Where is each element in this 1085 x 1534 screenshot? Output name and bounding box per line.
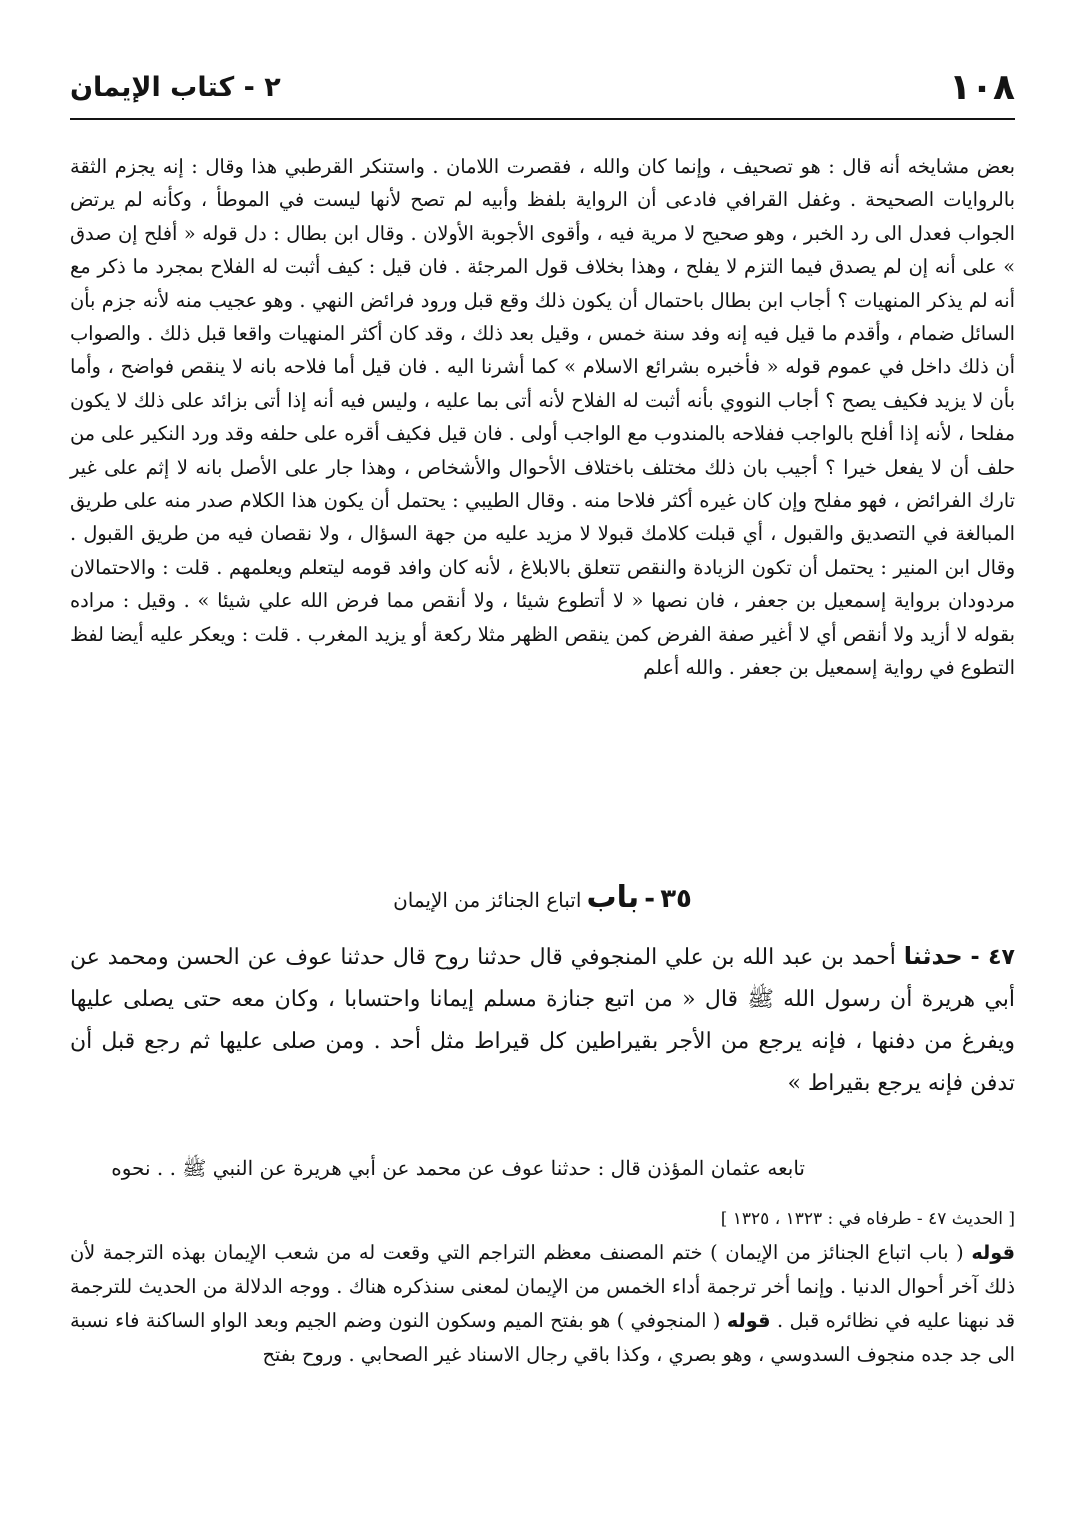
chapter-separator: - (644, 884, 656, 914)
chapter-title: اتباع الجنائز من الإيمان (393, 888, 582, 912)
commentary-paragraph (70, 1236, 1015, 1372)
header-rule (70, 118, 1015, 120)
mutabaa-line: تابعه عثمان المؤذن قال : حدثنا عوف عن محمد عن أبي هريرة عن النبي ﷺ . . نحوه (111, 1156, 805, 1180)
hadith-number: ٤٧ - (970, 945, 1015, 970)
chapter-heading (300, 880, 785, 926)
hadith-lead: حدثنا (903, 942, 963, 970)
commentary-paragraph: بعض مشايخه أنه قال : هو تصحيف ، وإنما كان والله ، فقصرت اللامان . واستنكر القرطبي هذا وقال : إنه يجزم الثقة بالروايات الصحيحة . وغفل القرافي فادعى أن الرواية بلفظ وأبيه لم تصح لأنها ليست في الموطأ ، وكأنه لم يرتض الجواب فعدل الى رد الخبر ، وهو صحيح لا مرية فيه ، وأقوى الأجوبة الأولان . وقال ابن بطال : دل قوله « أفلح إن صدق » على أنه إن لم يصدق فيما التزم لا يفلح ، وهذا بخلاف قول المرجئة . فان قيل : كيف أثبت له الفلاح بمجرد ما ذكر مع أنه لم يذكر المنهيات ؟ أجاب ابن بطال باحتمال أن يكون ذلك وقع قبل ورود فرائض النهي . وهو عجيب منه لأنه جزم بأن السائل ضمام ، وأقدم ما قيل فيه إنه وفد سنة خمس ، وقيل بعد ذلك ، وقد كان أكثر المنهيات واقعا قبل ذلك . والصواب أن ذلك داخل في عموم قوله « فأخبره بشرائع الاسلام » كما أشرنا اليه . فان قيل أما فلاحه بانه لا ينقص فواضح ، وأما بأن لا يزيد فكيف يصح ؟ أجاب النووي بأنه أثبت له الفلاح لأنه أتى بما عليه ، وليس فيه أنه إذا أتى بزائد على ذلك لا يكون مفلحا ، لأنه إذا أفلح بالواجب ففلاحه بالمندوب مع الواجب أولى . فان قيل فكيف أقره على حلفه وقد ورد النكير على من حلف أن لا يفعل خيرا ؟ أجيب بان ذلك مختلف باختلاف الأحوال والأشخاص ، وهذا جار على الأصل بانه لا إثم على غير تارك الفرائض ، فهو مفلح وإن كان غيره أكثر فلاحا منه . وقال الطيبي : يحتمل أن يكون هذا الكلام صدر منه على طريق المبالغة في التصديق والقبول ، أي قبلت كلامك قبولا لا مزيد عليه من جهة السؤال ، ولا نقصان فيه من طريق القبول . وقال ابن المنير : يحتمل أن تكون الزيادة والنقص تتعلق بالابلاغ ، لأنه كان وافد قومه ليتعلم ويعلمهم . قلت : والاحتمالان مردودان برواية إسمعيل بن جعفر ، فان نصها « لا أتطوع شيئا ، ولا أنقص مما فرض الله علي شيئا » . وقيل : مراده بقوله لا أزيد ولا أنقص أي لا أغير صفة الفرض كمن ينقص الظهر مثلا ركعة أو يزيد المغرب . قلت : ويعكر عليه أيضا لفظ التطوع في رواية إسمعيل بن جعفر . والله أعلم (70, 155, 1015, 680)
commentary-lead: قوله (971, 1241, 1015, 1264)
chapter-number: ٣٥ (660, 884, 692, 914)
chapter-word: باب (586, 880, 640, 915)
running-head: ٢ - كتاب الإيمان (70, 72, 281, 103)
page-header (70, 58, 1015, 118)
page-number: ١٠٨ (949, 67, 1015, 108)
hadith-block (70, 935, 1015, 1133)
cross-reference: [ الحديث ٤٧ - طرفاه في : ١٣٢٣ ، ١٣٢٥ ] (720, 1209, 1015, 1229)
commentary-top (70, 150, 1015, 868)
commentary-text: ( المنجوفي ) هو بفتح الميم وسكون النون وضم الجيم وبعد الواو الساكنة فاء نسبة الى جد جده منجوف السدوسي ، وهو بصري ، وكذا باقي رجال الاسناد غير الصحابي . وروح بفتح (70, 1309, 1015, 1366)
hadith-paragraph (70, 935, 1015, 1105)
hadith-text: أحمد بن عبد الله بن علي المنجوفي قال حدثنا روح قال حدثنا عوف عن الحسن ومحمد عن أبي هريرة أن رسول الله ﷺ قال « من اتبع جنازة مسلم إيمانا واحتسابا ، وكان معه حتى يصلى عليها ويفرغ من دفنها ، فإنه يرجع من الأجر بقيراطين كل قيراط مثل أحد . ومن صلى عليها ثم رجع قبل أن تدفن فإنه يرجع بقيراط » (70, 945, 1015, 1096)
commentary-lead: قوله (726, 1309, 771, 1332)
commentary-bottom (70, 1236, 1015, 1406)
commentary-text: ( باب اتباع الجنائز من الإيمان ) ختم المصنف معظم التراجم التي وقعت له من شعب الإيمان بهذه الترجمة لأن ذلك آخر أحوال الدنيا . وإنما أخر ترجمة أداء الخمس من الإيمان لمعنى سنذكره هناك . ووجه الدلالة من الحديث للترجمة قد نبهنا عليه في نظائره قبل . (70, 1241, 1015, 1332)
